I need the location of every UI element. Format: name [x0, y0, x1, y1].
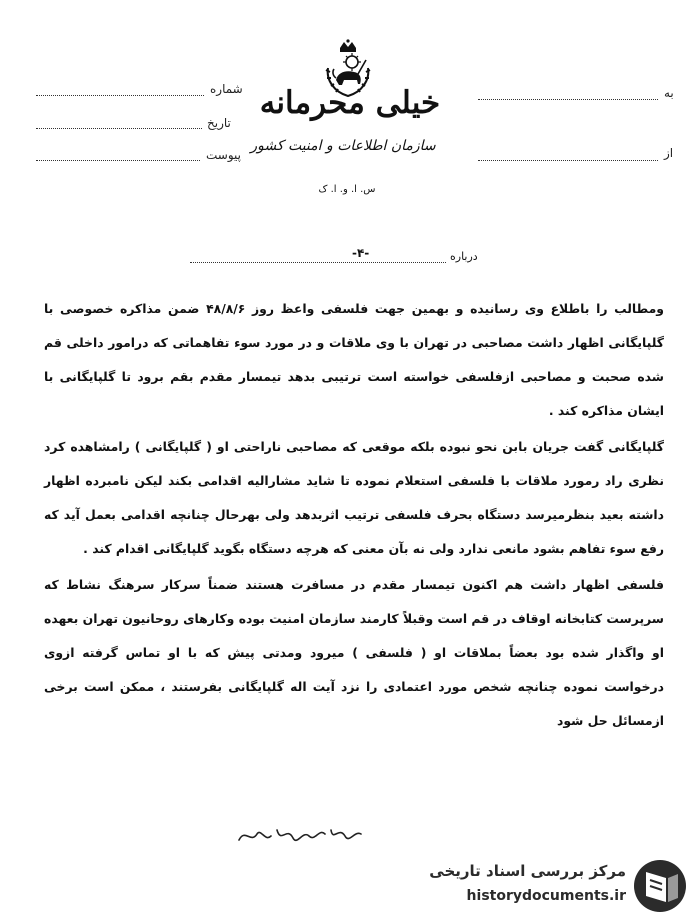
number-dotted-line [36, 95, 204, 96]
archive-logo-icon [632, 858, 688, 914]
paragraph-2: گلپایگانی گفت جریان بابن نحو نبوده بلکه موقعی که مصاحبی ناراحتی او ( گلپایگانی ) رامشاهده کرد نظری راد رمورد ملاقات با فلسفی استعلام نموده تا شاید مشارالیه اقدامی بکند لیکن نامبرده اظهار داشته بعید بنظرمیرسد دستگاه بحرف فلسفی ترتیب اثربدهد ولی بهرحال چنانچه اقدامی بعمل آید که رفع سوء تفاهم بشود مانعی ندارد ولی نه بآن معنی که هرچه دستگاه بگوید گلپایگانی اقدام کند . [44, 439, 664, 556]
attachment-dotted-line [36, 160, 200, 161]
subject-label: درباره [450, 250, 478, 263]
page-number: -۴- [352, 246, 370, 260]
date-label: تاریخ [207, 116, 231, 130]
organization-code: س. ا. و. ا. ک [318, 184, 376, 195]
handwritten-classification-mark [235, 818, 365, 850]
from-label: از [664, 146, 674, 160]
number-label: شماره [210, 82, 243, 96]
document-title: خیلی محرمانه [259, 85, 441, 121]
from-dotted-line [478, 160, 658, 161]
subject-dotted-line [190, 262, 446, 263]
letter-body [44, 292, 664, 738]
paragraph-1: ومطالب را باطلاع وی رسانیده و بهمین جهت فلسفی واعظ روز ۴۸/۸/۶ ضمن مذاکره خصوصی با گلپایگانی اظهار داشت مصاحبی در تهران با وی ملاقات و در مورد سوء تفاهماتی که درامور داخلی قم شده صحبت و مصاحبی ازفلسفی خواسته است ترتیبی بدهد تیمسار مقدم بقم برود تا گلپایگانی با ایشان مذاکره کند . [44, 301, 664, 418]
to-dotted-line [478, 99, 658, 100]
watermark-url: historydocuments.ir [466, 888, 626, 904]
date-dotted-line [36, 128, 202, 129]
to-label: به [664, 86, 674, 100]
paragraph-3: فلسفی اظهار داشت هم اکنون تیمسار مقدم در مسافرت هستند ضمناً سرکار سرهنگ نشاط که سرپرست کتابخانه اوقاف در قم است وقبلاً کارمند سازمان امنیت بوده وکارهای روحانیون تهران بعهده او واگذار شده بود بعضاً بملاقات او ( فلسفی ) میرود ومدتی پیش که با او تماس گرفته ازوی درخواست نموده چنانچه شخص مورد اعتمادی را نزد آیت اله گلپایگانی بفرستند ، ممکن است برخی ازمسائل حل شود [44, 577, 664, 728]
organization-name: سازمان اطلاعات و امنیت کشور [250, 138, 436, 154]
attachment-label: پیوست [206, 148, 241, 162]
watermark-title: مرکز بررسی اسناد تاریخی [429, 862, 626, 880]
